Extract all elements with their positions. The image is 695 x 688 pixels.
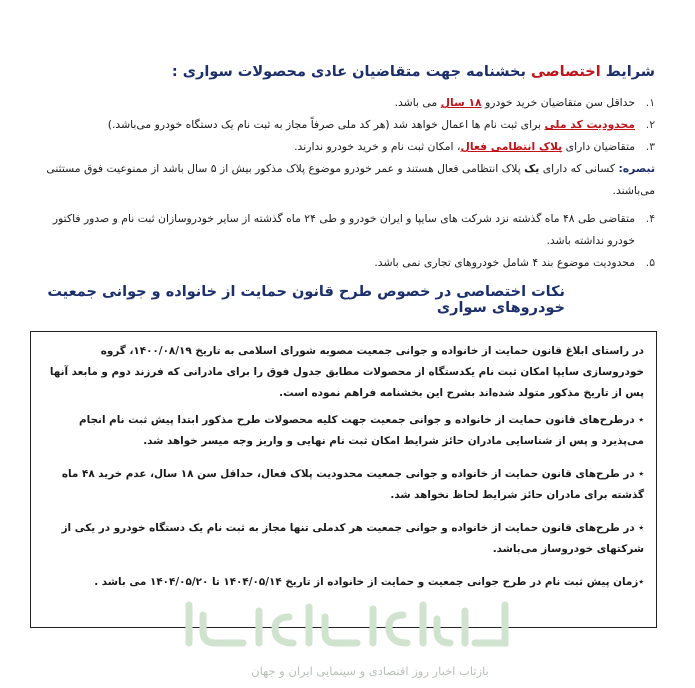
condition-item <box>25 92 655 114</box>
box-intro: در راستای ابلاغ قانون حمایت از خانواده و جوانی جمعیت مصوبه شورای اسلامی به تاریخ ۱۴۰۰/۰۸/۱۹، گروه خودروسازی سایپا امکان ثبت نام یکدستگاه از محصولات مطابق جدول فوق را برای مادرانی که فرزند دوم و مابعد آنها پس از تاریخ مذکور متولد شده‌اند بشرح این بخشنامه فراهم نموده است. <box>49 345 644 399</box>
condition-number: ۵. <box>645 256 655 269</box>
condition-item <box>25 252 655 274</box>
heading-part1: شرایط <box>600 64 655 80</box>
condition-text: محدودیت موضوع بند ۴ شامل خودروهای تجاری نمی باشد. <box>374 256 635 269</box>
condition-text: متقاضیان دارای <box>562 140 635 153</box>
condition-number: ۱. <box>645 96 655 109</box>
condition-item <box>25 208 655 252</box>
note-item <box>25 158 655 202</box>
watermark-logo-text: بازتاب آنلاین <box>336 648 358 653</box>
box-bullet: ٭ در طرح‌های قانون حمایت از خانواده و جوانی جمعیت محدودیت پلاک فعال، حداقل سن ۱۸ سال، عدم خرید ۴۸ ماه گذشته برای مادران حائز شرایط لحاظ نخواهد شد. <box>61 468 644 501</box>
notes-box <box>30 331 657 628</box>
condition-text: متقاضی طی ۴۸ ماه گذشته نزد شرکت های سایپا و ایران خودرو و طی ۲۴ ماه گذشته از سایر خودروسازان ثبت نام و صدور فاکتور خودرو نداشته باشد. <box>52 212 635 247</box>
condition-item <box>25 114 655 136</box>
condition-text: حداقل سن متقاضیان خرید خودرو <box>481 96 635 109</box>
condition-text: برای ثبت نام ها اعمال خواهد شد (هر کد ملی صرفاً مجاز به ثبت نام یک دستگاه خودرو می‌باشد.) <box>107 118 545 131</box>
note-title: تبصره: <box>618 162 655 175</box>
section-subheading: نکات اختصاصی در خصوص طرح قانون حمایت از خانواده و جوانی جمعیت خودروهای سواری <box>47 284 565 316</box>
box-bullet: ٭ درطرح‌های قانون حمایت از خانواده و جوانی جمعیت جهت کلیه محصولات طرح مذکور ابتدا پیش ثبت نام انجام می‌پذیرد و پس از شناسایی مادران حائز شرایط امکان ثبت نام نهایی و واریز وجه میسر خواهد شد. <box>79 414 644 447</box>
condition-highlight: محدودیت کد ملی <box>544 118 635 131</box>
conditions-list <box>25 92 655 274</box>
condition-text: می باشد. <box>394 96 441 109</box>
condition-number: ۲. <box>645 118 655 131</box>
conditions-heading <box>35 64 655 80</box>
box-bullet: ٭ در طرح‌های قانون حمایت از خانواده و جوانی جمعیت هر کدملی تنها مجاز به ثبت نام یک دستگاه خودرو در یکی از شرکتهای خودروساز می‌باشد. <box>61 522 644 555</box>
watermark-tagline: بازتاب اخبار روز اقتصادی و سینمایی ایران و جهان <box>251 664 489 678</box>
condition-highlight: پلاک انتظامی فعال <box>460 140 563 153</box>
condition-number: ۳. <box>645 140 655 153</box>
note-text: کسانی که دارای <box>539 162 619 175</box>
heading-accent: اختصاصی <box>530 64 601 80</box>
condition-number: ۴. <box>645 212 655 225</box>
condition-highlight: ۱۸ سال <box>440 96 482 109</box>
note-bold: یک <box>524 162 540 175</box>
condition-text: ، امکان ثبت نام و خرید خودرو ندارند. <box>294 140 461 153</box>
note-text: پلاک انتظامی فعال هستند و عمر خودرو موضوع پلاک مذکور بیش از ۵ سال باشد از ممنوعیت فوق مستثنی می‌باشند. <box>46 162 655 197</box>
heading-part2: بخشنامه جهت متقاضیان عادی محصولات سواری : <box>171 64 531 80</box>
condition-item <box>25 136 655 158</box>
box-bullet: ٭زمان پیش ثبت نام در طرح جوانی جمعیت و حمایت از خانواده از تاریخ ۱۴۰۴/۰۵/۱۴ تا ۱۴۰۴/۰۵/۲۰ می باشد . <box>94 576 644 588</box>
